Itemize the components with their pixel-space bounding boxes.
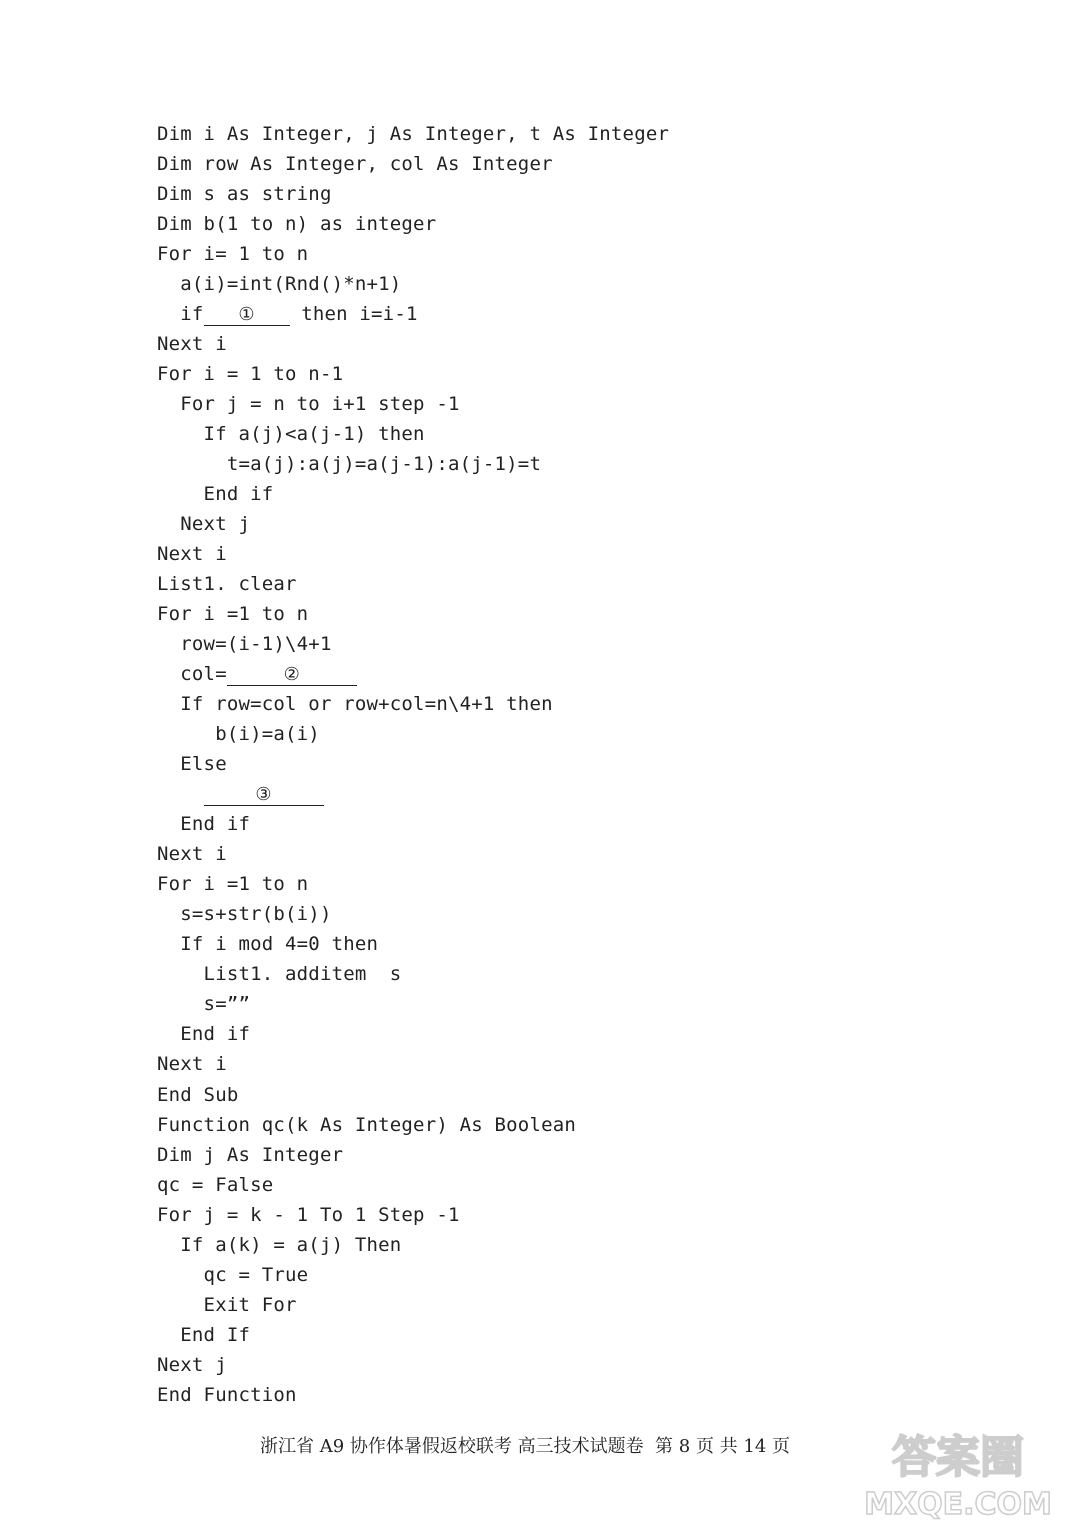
code-line: s=”” [157, 993, 251, 1016]
code-line: If row=col or row+col=n\4+1 then [157, 693, 553, 716]
code-line [157, 779, 669, 809]
code-line: End if [157, 483, 274, 506]
code-line: For i =1 to n [157, 603, 309, 626]
code-line: Dim j As Integer [157, 1143, 344, 1166]
code-line: s=s+str(b(i)) [157, 903, 332, 926]
code-line: Dim i As Integer, j As Integer, t As Integer [157, 123, 670, 145]
code-line: End if [157, 813, 251, 836]
code-line: Next i [157, 1053, 227, 1076]
code-line: t=a(j):a(j)=a(j-1):a(j-1)=t [157, 453, 542, 476]
code-text: then i=i-1 [289, 303, 418, 326]
code-line: If a(k) = a(j) Then [157, 1233, 402, 1256]
code-line: List1. additem s [157, 963, 402, 986]
code-line: Next i [157, 543, 227, 566]
code-block [157, 119, 669, 1410]
code-line: qc = False [157, 1173, 274, 1196]
fill-in-blank-3 [204, 783, 324, 806]
code-line: a(i)=int(Rnd()*n+1) [157, 273, 402, 296]
blank-number: ③ [255, 784, 272, 806]
code-line: List1. clear [157, 573, 297, 596]
code-line: Else [157, 753, 227, 776]
code-line: For i =1 to n [157, 873, 309, 896]
code-line: End If [157, 1323, 251, 1346]
code-line: b(i)=a(i) [157, 723, 320, 746]
page-footer: 浙江省 A9 协作体暑假返校联考 高三技术试题卷 第 8 页 共 14 页 [260, 1436, 791, 1457]
code-line [157, 299, 669, 329]
blank-number: ① [238, 304, 255, 326]
code-line: End Sub [157, 1083, 239, 1106]
code-line: qc = True [157, 1263, 309, 1286]
code-line: End Function [157, 1383, 297, 1406]
code-line: row=(i-1)\4+1 [157, 633, 332, 656]
code-line: Next j [157, 513, 251, 536]
fill-in-blank-2 [227, 663, 357, 686]
code-line: Next j [157, 1353, 227, 1376]
code-line: Dim s as string [157, 183, 332, 206]
code-line: For i= 1 to n [157, 243, 309, 266]
code-line: For j = n to i+1 step -1 [157, 393, 460, 416]
code-line: For j = k - 1 To 1 Step -1 [157, 1203, 460, 1226]
watermark-text-top: 答案圈 [892, 1432, 1024, 1483]
code-line: End if [157, 1023, 251, 1046]
code-line: If a(j)<a(j-1) then [157, 423, 425, 446]
code-text: if [157, 303, 204, 326]
code-line [157, 659, 669, 689]
code-line: Function qc(k As Integer) As Boolean [157, 1113, 577, 1136]
code-line: Dim b(1 to n) as integer [157, 213, 437, 236]
code-line: Exit For [157, 1293, 297, 1316]
watermark-text-bottom: MXQE.COM [864, 1487, 1052, 1520]
code-line: Next i [157, 843, 227, 866]
code-line: For i = 1 to n-1 [157, 363, 344, 386]
code-text: col= [157, 663, 227, 686]
code-line: Dim row As Integer, col As Integer [157, 153, 553, 176]
watermark-logo [858, 1424, 1058, 1520]
code-line: Next i [157, 333, 227, 356]
blank-number: ② [283, 664, 301, 686]
code-text [157, 783, 204, 805]
fill-in-blank-1 [204, 303, 290, 326]
code-line: If i mod 4=0 then [157, 933, 379, 956]
